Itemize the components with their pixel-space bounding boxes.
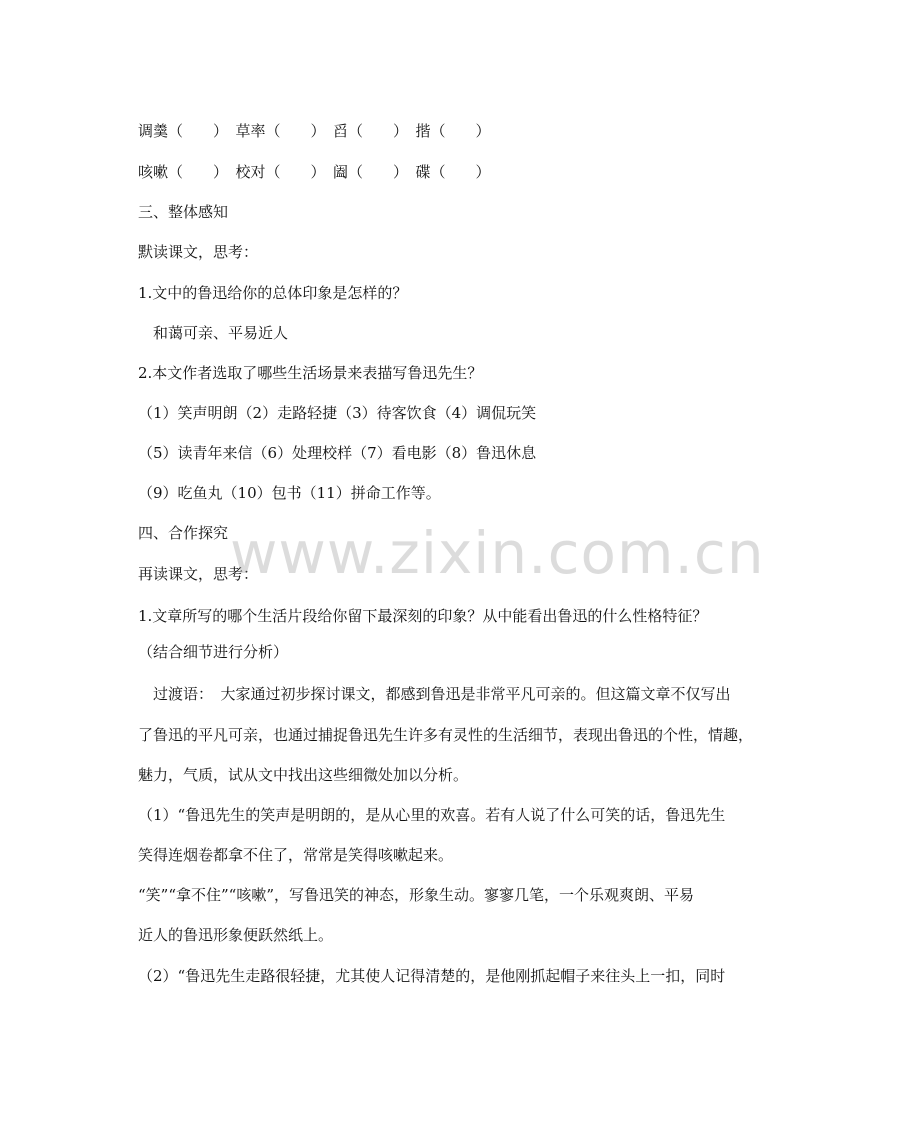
analysis-2-line-1: （2）“鲁迅先生走路很轻捷，尤其使人记得清楚的，是他刚抓起帽子来往头上一扣，同时	[138, 967, 726, 985]
section-heading-overall: 三、整体感知	[138, 203, 229, 221]
question-3: 1.文章所写的哪个生活片段给你留下最深刻的印象？从中能看出鲁迅的什么性格特征？	[138, 607, 708, 625]
instruction-text-2: 再读课文，思考：	[138, 565, 259, 583]
section-heading-explore: 四、合作探究	[138, 524, 229, 542]
answer-2-line-1: （1）笑声明朗（2）走路轻捷（3）待客饮食（4）调侃玩笑	[138, 404, 537, 422]
answer-2-line-2: （5）读青年来信（6）处理校样（7）看电影（8）鲁迅休息	[138, 444, 537, 462]
vocab-row-1: 调羹（ ） 草率（ ） 舀（ ） 揩（ ）	[138, 122, 491, 140]
analysis-1-line-2: 笑得连烟卷都拿不住了，常常是笑得咳嗽起来。	[138, 846, 454, 864]
question-3-note: （结合细节进行分析）	[138, 643, 289, 661]
question-2: 2.本文作者选取了哪些生活场景来表描写鲁迅先生？	[138, 364, 483, 382]
analysis-1-line-1: （1）“鲁迅先生的笑声是明朗的，是从心里的欢喜。若有人说了什么可笑的话，鲁迅先生	[138, 806, 726, 824]
answer-2-line-3: （9）吃鱼丸（10）包书（11）拼命工作等。	[138, 484, 441, 502]
watermark: www.zixin.com.cn	[230, 519, 765, 587]
transition-paragraph-line-3: 魅力，气质，试从文中找出这些细微处加以分析。	[138, 766, 469, 784]
answer-1: 和蔼可亲、平易近人	[138, 324, 289, 342]
vocab-row-2: 咳嗽（ ） 校对（ ） 阖（ ） 碟（ ）	[138, 163, 491, 181]
analysis-1-comment-line-2: 近人的鲁迅形象便跃然纸上。	[138, 926, 334, 944]
transition-paragraph-line-2: 了鲁迅的平凡可亲，也通过捕捉鲁迅先生许多有灵性的生活细节，表现出鲁迅的个性，情趣，	[138, 726, 754, 744]
question-1: 1.文中的鲁迅给你的总体印象是怎样的？	[138, 284, 408, 302]
instruction-text: 默读课文，思考：	[138, 243, 259, 261]
transition-paragraph-line-1: 过渡语： 大家通过初步探讨课文，都感到鲁迅是非常平凡可亲的。但这篇文章不仅写出	[138, 685, 731, 703]
analysis-1-comment-line-1: “笑”“拿不住”“咳嗽”，写鲁迅笑的神态，形象生动。寥寥几笔，一个乐观爽朗、平易	[138, 886, 695, 904]
